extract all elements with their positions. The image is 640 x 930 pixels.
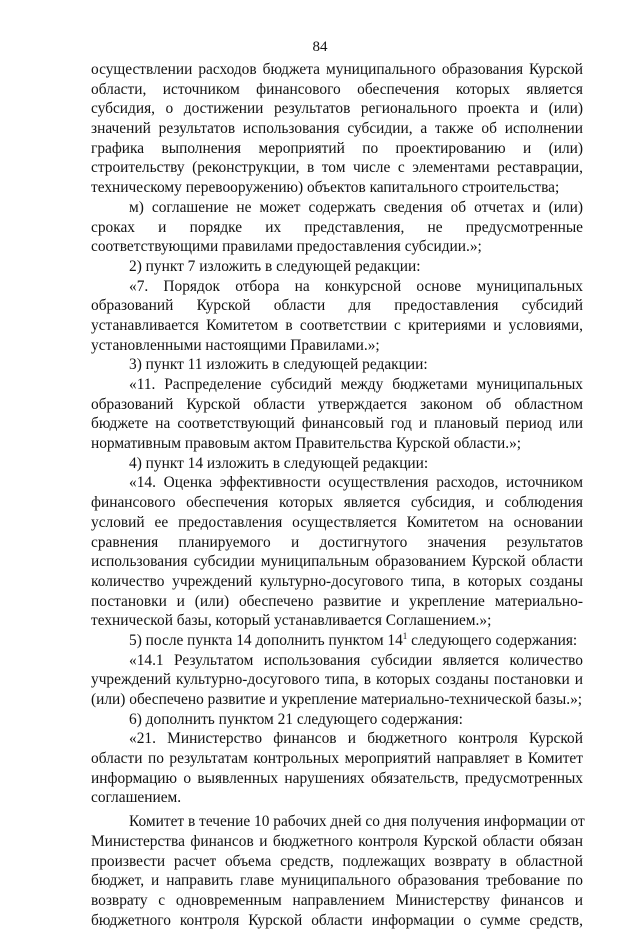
text-line-content: графика выполнения мероприятий по проектированию и (или) — [91, 139, 583, 157]
text-line — [91, 572, 583, 592]
text-line — [91, 80, 583, 100]
text-line — [91, 473, 583, 493]
text-line — [91, 237, 583, 257]
text-line — [91, 454, 583, 474]
text-line — [91, 631, 583, 651]
text-line-content: условий ее предоставления осуществляется Комитетом на основании — [91, 513, 583, 531]
text-line-content: бюджете на соответствующий финансовый год и плановый период или — [91, 415, 583, 433]
text-line — [91, 533, 583, 553]
text-line-content: 3) пункт 11 изложить в следующей редакции: — [129, 356, 428, 374]
text-line-content: «14. Оценка эффективности осуществления расходов, источником — [129, 474, 583, 492]
text-line — [91, 198, 583, 218]
text-line-content: финансового обеспечения которых является субсидия, и соблюдения — [91, 494, 583, 512]
text-line-content: осуществлении расходов бюджета муниципального образования Курской — [91, 61, 583, 78]
text-line — [91, 871, 583, 891]
text-line-content: строительству (реконструкции, в том числе с элементами реставрации, — [91, 159, 583, 177]
text-line-content: области, источником финансового обеспечения которых является — [91, 80, 583, 98]
text-line-content: информацию о выявленных нарушениях обязательств, предусмотренных — [91, 769, 583, 787]
superscript: 1 — [402, 630, 408, 641]
text-line — [91, 729, 583, 749]
text-line-content: 6) дополнить пунктом 21 следующего содержания: — [129, 710, 463, 728]
text-line — [91, 60, 583, 80]
text-line-content: нормативным правовым актом Правительства Курской области.»; — [91, 435, 522, 453]
text-line — [91, 257, 583, 277]
text-line-content: «7. Порядок отбора на конкурсной основе муниципальных — [129, 277, 583, 295]
text-line — [91, 788, 583, 808]
text-line — [91, 812, 583, 832]
text-line-content: сроках и порядке их представления, не предусмотренные — [91, 218, 583, 236]
text-line — [91, 832, 583, 852]
text-line-content: учреждений культурно-досугового типа, в которых созданы постановки и — [91, 671, 583, 689]
text-line-content: произвести расчет объема средств, подлежащих возврату в областной — [91, 852, 583, 870]
text-line — [91, 355, 583, 375]
text-line-content: соответствующими правилами предоставления субсидии.»; — [91, 238, 482, 256]
text-line-content: (или) обеспечено развитие и укрепление материально-технической базы.»; — [91, 691, 583, 708]
text-line — [91, 710, 583, 730]
text-line-content: Министерства финансов и бюджетного контроля Курской области обязан — [91, 832, 583, 850]
text-line — [91, 99, 583, 119]
text-line-content: образований Курской области для предоставления субсидий — [91, 297, 583, 315]
text-line — [91, 493, 583, 513]
text-line-content: количество учреждений культурно-досугового типа, в которых созданы — [91, 572, 583, 590]
text-line-content: субсидия, о достижении результатов регионального проекта и (или) — [91, 100, 583, 118]
text-line-content: «14.1 Результатом использования субсидии является количество — [129, 651, 583, 669]
document-body — [91, 60, 583, 930]
text-line — [91, 749, 583, 769]
text-line — [91, 395, 583, 415]
text-line — [91, 336, 583, 356]
text-line-content: 5) после пункта 14 дополнить пунктом 14 — [129, 631, 403, 649]
text-line-content: м) соглашение не может содержать сведения об отчетах и (или) — [129, 198, 583, 216]
text-line — [91, 513, 583, 533]
text-line — [91, 592, 583, 612]
text-line — [91, 296, 583, 316]
text-line-content: «11. Распределение субсидий между бюджетами муниципальных — [129, 376, 583, 393]
text-line-content: техническому перевооружению) объектов капитального строительства; — [91, 179, 560, 197]
text-line-content: возврату с одновременным направлением Министерству финансов и — [91, 891, 583, 909]
text-line — [91, 218, 583, 238]
text-line — [91, 375, 583, 395]
text-line-content: 2) пункт 7 изложить в следующей редакции: — [129, 257, 421, 275]
text-line-content: технической базы, который устанавливается Соглашением.»; — [91, 612, 492, 630]
text-line — [91, 651, 583, 671]
text-line — [91, 611, 583, 631]
text-line — [91, 414, 583, 434]
text-line — [91, 119, 583, 139]
text-line-content: Комитет в течение 10 рабочих дней со дня получения информации от — [129, 813, 585, 831]
text-line-content: образований Курской области утверждается законом об областном — [91, 395, 583, 413]
text-line-content: соглашением. — [91, 789, 182, 807]
text-line — [91, 139, 583, 159]
text-line — [91, 852, 583, 872]
text-line-content: постановки и (или) обеспечено развитие и укрепление материально- — [91, 592, 583, 610]
text-line — [91, 434, 583, 454]
text-line-content: области по результатам контрольных мероприятий направляет в Комитет — [91, 750, 583, 768]
text-line — [91, 178, 583, 198]
text-line — [91, 690, 583, 710]
text-line-content: значений результатов использования субсидии, а также об исполнении — [91, 120, 583, 138]
text-line — [91, 911, 583, 930]
text-line-content: 4) пункт 14 изложить в следующей редакции: — [129, 454, 429, 472]
text-line-content: «21. Министерство финансов и бюджетного контроля Курской — [129, 730, 583, 748]
text-line — [91, 277, 583, 297]
text-line-content: бюджет, и направить главе муниципального образования требование по — [91, 872, 583, 890]
page-number: 84 — [312, 39, 328, 55]
text-line-content: бюджетного контроля Курской области информации о сумме средств, — [91, 911, 583, 929]
text-line-tail: следующего содержания: — [407, 631, 578, 649]
text-line — [91, 158, 583, 178]
text-line — [91, 552, 583, 572]
text-line — [91, 316, 583, 336]
text-line — [91, 891, 583, 911]
text-line — [91, 670, 583, 690]
text-line-content: устанавливается Комитетом в соответствии с критериями и условиями, — [91, 316, 583, 334]
text-line-content: установленными настоящими Правилами.»; — [91, 336, 380, 354]
text-line — [91, 769, 583, 789]
text-line-content: использования субсидии муниципальным образованием Курской области — [91, 553, 583, 571]
text-line-content: сравнения планируемого и достигнутого значения результатов — [91, 533, 583, 551]
